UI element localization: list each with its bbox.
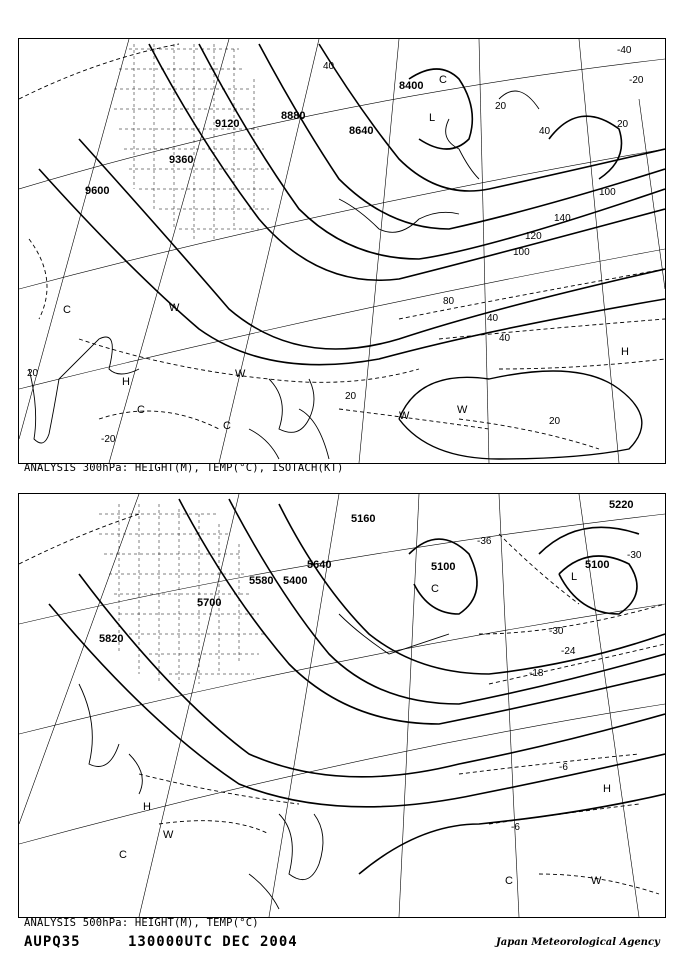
isotach-label: 40 (323, 61, 335, 72)
chart-300hpa (18, 38, 666, 464)
pressure-symbol: W (457, 404, 468, 416)
height-label: 5220 (609, 499, 634, 511)
isotach-label: 20 (27, 368, 39, 379)
isotach-label: 20 (549, 416, 561, 427)
pressure-symbol: C (137, 404, 145, 416)
temperature-label: -20 (101, 434, 116, 445)
temperature-label: -6 (559, 762, 568, 773)
height-contours (39, 44, 665, 365)
temperature-label: -30 (549, 626, 564, 637)
pressure-symbol: H (603, 783, 611, 795)
height-label: 9600 (85, 185, 110, 197)
temperature-label: -30 (627, 550, 642, 561)
terrain-hatch (114, 44, 274, 239)
height-label: 9360 (169, 154, 194, 166)
graticule (19, 494, 665, 917)
height-contours (49, 499, 665, 874)
temperature-label: -24 (561, 646, 576, 657)
pressure-symbol: W (591, 875, 602, 887)
height-label: 8640 (349, 125, 374, 137)
chart-500hpa-caption: ANALYSIS 500hPa: HEIGHT(M), TEMP(°C) (24, 917, 259, 929)
isotach-label: 80 (443, 296, 455, 307)
pressure-symbol: C (63, 304, 71, 316)
temperature-label: -6 (511, 822, 520, 833)
pressure-symbol: C (119, 849, 127, 861)
pressure-symbol: W (399, 410, 410, 422)
isotach-label: 20 (495, 101, 507, 112)
high-pressure-contour (399, 371, 642, 459)
terrain-hatch (99, 504, 264, 684)
height-label: 8880 (281, 110, 306, 122)
pressure-symbol: H (143, 801, 151, 813)
isotach-label: 40 (539, 126, 551, 137)
temperature-label: -36 (477, 536, 492, 547)
isotach-label: 40 (487, 313, 499, 324)
height-label: 5640 (307, 559, 332, 571)
height-label: 8400 (399, 80, 424, 92)
temperature-label: -18 (529, 668, 544, 679)
isotach-label: 20 (345, 391, 357, 402)
pressure-symbol: C (223, 420, 231, 432)
isotach-label: 100 (513, 247, 530, 258)
isotach-label: 40 (499, 333, 511, 344)
pressure-symbol: L (571, 571, 578, 583)
temperature-label: -40 (617, 45, 632, 56)
height-label: 5820 (99, 633, 124, 645)
isotherm-lines (19, 514, 665, 894)
pressure-symbol: C (439, 74, 447, 86)
temperature-label: -20 (629, 75, 644, 86)
isotach-label: 120 (525, 231, 542, 242)
pressure-symbol: W (163, 829, 174, 841)
pressure-symbol: H (621, 346, 629, 358)
chart-500hpa (18, 493, 666, 918)
height-label: 5400 (283, 575, 308, 587)
pressure-symbol: W (169, 302, 180, 314)
height-label: 5580 (249, 575, 274, 587)
pressure-symbol: H (122, 376, 130, 388)
height-label: 5700 (197, 597, 222, 609)
pressure-symbol: W (235, 368, 246, 380)
height-label: 5100 (431, 561, 456, 573)
chart-300hpa-map (19, 39, 665, 463)
pressure-symbol: L (429, 112, 436, 124)
pressure-symbol: C (505, 875, 513, 887)
chart-500hpa-map (19, 494, 665, 917)
coastline (79, 614, 449, 909)
height-label: 5100 (585, 559, 610, 571)
valid-time: 130000UTC DEC 2004 (128, 934, 298, 950)
isotach-label: 100 (599, 187, 616, 198)
height-label: 9120 (215, 118, 240, 130)
isotherm-isotach-lines (19, 44, 665, 449)
pressure-symbol: C (431, 583, 439, 595)
agency-name: Japan Meteorological Agency (496, 937, 660, 948)
isotach-label: 140 (554, 213, 571, 224)
chart-300hpa-caption: ANALYSIS 300hPa: HEIGHT(M), TEMP(°C), ISOTACH(KT) (24, 462, 344, 474)
height-label: 5160 (351, 513, 376, 525)
product-id: AUPQ35 (24, 934, 81, 950)
isotach-label: 20 (617, 119, 629, 130)
